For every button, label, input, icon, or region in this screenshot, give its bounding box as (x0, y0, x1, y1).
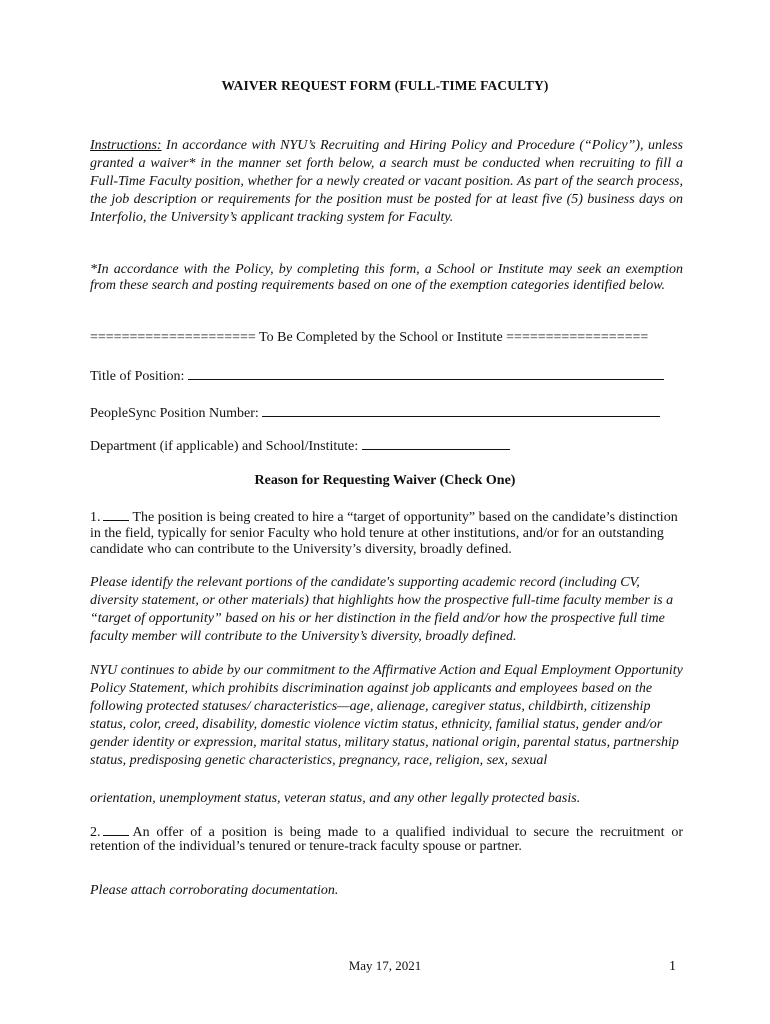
instructions-text: In accordance with NYU’s Recruiting and Hiring Policy and Procedure (“Policy”), unless granted a waiver* in the manner set forth below, a search must be conducted when recruiting to fill a Full-Time Faculty position, whether for a newly created or vacant position. As part of the search process, the job description or requirements for the position must be posted for at least five (5) business days on Interfolio, the University’s applicant tracking system for Faculty. (90, 138, 683, 225)
option-2-checkbox[interactable] (103, 823, 129, 836)
form-title: WAIVER REQUEST FORM (FULL-TIME FACULTY) (221, 78, 549, 93)
section-divider: ===================== To Be Completed by the School or Institute ================== (90, 330, 649, 345)
option-1-number: 1. (90, 510, 101, 525)
eeo-statement: NYU continues to abide by our commitment to the Affirmative Action and Equal Employment Opportunity Policy Statement, which prohibits discrimination against job applicants and employees based on the following protected statuses/ characteristics—age, alienage, caregiver status, childbirth, citizenship status, color, creed, disability, domestic violence victim status, ethnicity, familial status, gender and/or gender identity or expression, marital status, military status, national origin, parental status, partnership status, predisposing genetic characteristics, pregnancy, race, religion, sex, sexual (90, 663, 683, 768)
option-2-instructions: Please attach corroborating documentation. (90, 883, 339, 898)
option-2 (90, 823, 683, 854)
page-number: 1 (669, 959, 676, 974)
title-of-position-field (90, 366, 664, 386)
peoplesync-number-input[interactable] (262, 403, 660, 417)
reason-heading: Reason for Requesting Waiver (Check One) (254, 473, 516, 488)
footnote-paragraph: *In accordance with the Policy, by completing this form, a School or Institute may seek an exemption from these search and posting requirements based on one of the exemption categories identified below. (90, 262, 683, 293)
peoplesync-number-field (90, 403, 660, 423)
title-of-position-input[interactable] (188, 366, 664, 380)
department-label: Department (if applicable) and School/Institute: (90, 439, 359, 454)
peoplesync-number-label: PeopleSync Position Number: (90, 406, 259, 421)
option-2-number: 2. (90, 825, 101, 840)
title-of-position-label: Title of Position: (90, 369, 185, 384)
option-1 (90, 508, 683, 558)
department-input[interactable] (362, 436, 510, 450)
footer-date: May 17, 2021 (348, 958, 422, 973)
eeo-statement-continued: orientation, unemployment status, veteran status, and any other legally protected basis. (90, 791, 581, 806)
option-1-text: The position is being created to hire a “target of opportunity” based on the candidate’s distinction in the field, typically for senior Faculty who hold tenure at other institutions, and/or for an outstanding candidate who can contribute to the University’s diversity, broadly defined. (90, 510, 678, 557)
option-1-checkbox[interactable] (103, 508, 129, 521)
department-field (90, 436, 510, 456)
option-2-text: An offer of a position is being made to a qualified individual to secure the recruitment or retention of the individual’s tenured or tenure-track faculty spouse or partner. (90, 825, 683, 854)
instructions-paragraph (90, 137, 683, 227)
option-1-instructions: Please identify the relevant portions of the candidate's supporting academic record (including CV, diversity statement, or other materials) that highlights how the prospective full-time faculty member is a “target of opportunity” based on his or her distinction in the field and/or how the prospective full time faculty member will contribute to the University’s diversity, broadly defined. (90, 575, 674, 644)
instructions-label: Instructions: (90, 138, 162, 153)
